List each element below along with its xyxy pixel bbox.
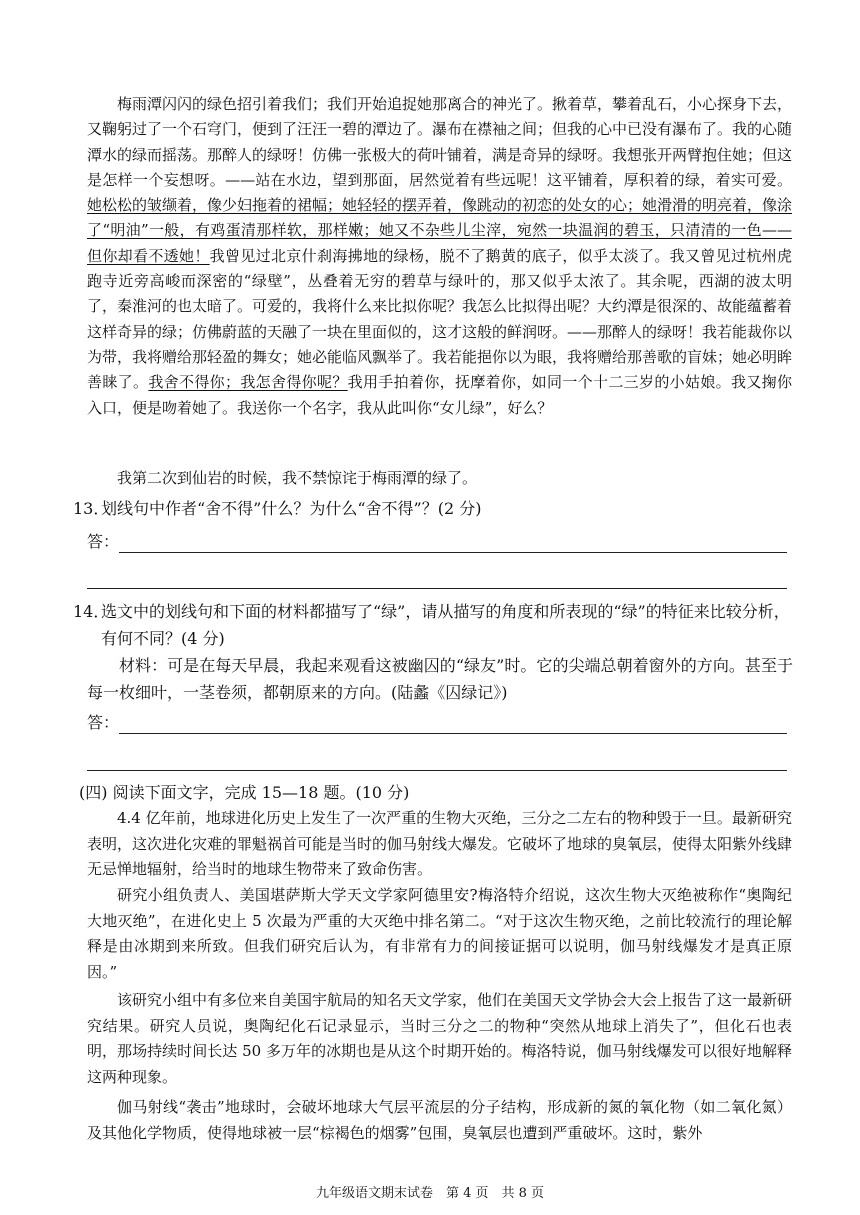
section-4-paragraph-3: 该研究小组中有多位来自美国宇航局的知名天文学家，他们在美国天文学协会大会上报告了这一最新研究结果。研究人员说，奥陶纪化石记录显示，当时三分之二的物种“突然从地球上消失了”，但化石也表明，那场持续时间长达 50 多万年的冰期也是从这个时期开始的。梅洛特说，伽马射线爆发可以很好地解释这两种现象。 [87, 991, 793, 1086]
question-number: 13． [73, 499, 110, 518]
question-14-material: 材料：可是在每天早晨，我起来观看这被幽囚的“绿友”时。它的尖端总朝着窗外的方向。甚至于每一枚细叶，一茎卷须，都朝原来的方向。(陆蠡《囚绿记》) [87, 656, 793, 702]
answer-label: 答： [87, 713, 120, 732]
answer-label: 答： [87, 532, 120, 551]
section-4-paragraph-4: 伽马射线“袭击”地球时，会破坏地球大气层平流层的分子结构，形成新的氮的氧化物（如二氧化氮）及其他化学物质，使得地球被一层“棕褐色的烟雾”包围，臭氧层也遭到严重破坏。这时，紫外 [87, 1098, 792, 1142]
answer-line [119, 552, 787, 553]
section-4-paragraph-1: 4.4 亿年前，地球进化历史上发生了一次严重的生物大灭绝，三分之二左右的物种毁于一旦。最新研究表明，这次进化灾难的罪魁祸首可能是当时的伽马射线大爆发。它破坏了地球的臭氧层，使得太阳紫外线肆无忌惮地辐射，给当时的地球生物带来了致命伤害。 [87, 809, 793, 879]
answer-field-13[interactable] [87, 530, 787, 554]
question-13 [73, 495, 793, 522]
answer-line-14b[interactable] [87, 770, 787, 771]
underlined-sentence-1: 她松松的皱缬着，像少妇拖着的裙幅；她轻轻的摆弄着，像跳动的初恋的处女的心；她滑滑的明亮着，像涂了“明油”一般，有鸡蛋清那样软，那样嫩；她又不杂些儿尘滓，宛然一块温润的碧玉，只清清的一色——但你却看不透她！ [87, 196, 793, 265]
question-text: 选文中的划线句和下面的材料都描写了“绿”，请从描写的角度和所表现的“绿”的特征来比较分析，有何不同？(4 分) [101, 602, 790, 648]
question-text: 划线句中作者“舍不得”什么？为什么“舍不得”？(2 分) [101, 499, 482, 518]
passage-text: 我用手拍着你，抚摩着你，如同一个十二三岁的小姑娘。我又掬你入口，便是吻着她了。我送你一个名字，我从此叫你“女儿绿”，好么？ [87, 373, 792, 417]
answer-line-13b[interactable] [87, 588, 787, 589]
passage-paragraph-2: 我第二次到仙岩的时候，我不禁惊诧于梅雨潭的绿了。 [117, 469, 478, 487]
question-14 [73, 598, 793, 652]
page-footer: 九年级语文期末试卷 第 4 页 共 8 页 [315, 1186, 545, 1201]
underlined-sentence-2: 我舍不得你；我怎舍得你呢？ [148, 373, 348, 392]
section-4-title: (四) 阅读下面文字，完成 15—18 题。(10 分) [79, 783, 410, 802]
passage-paragraph-1 [87, 92, 792, 421]
passage-text: 我曾见过北京什刹海拂地的绿杨，脱不了鹅黄的底子，似乎太淡了。我又曾见过杭州虎跑寺近旁高峻而深密的“绿壁”，丛叠着无穷的碧草与绿叶的，那又似乎太浓了。其余呢，西湖的波太明了，秦淮河的也太暗了。可爱的，我将什么来比拟你呢？我怎么比拟得出呢？大约潭是很深的、故能蕴蓄着这样奇异的绿；仿佛蔚蓝的天融了一块在里面似的，这才这般的鲜润呀。——那醉人的绿呀！我若能裁你以为带，我将赠给那轻盈的舞女；她必能临风飘举了。我若能挹你以为眼，我将赠给那善歌的盲妹；她必明眸善睐了。 [87, 246, 793, 392]
passage-text: 梅雨潭闪闪的绿色招引着我们；我们开始追捉她那离合的神光了。揪着草，攀着乱石，小心探身下去，又鞠躬过了一个石穹门，便到了汪汪一碧的潭边了。瀑布在襟袖之间；但我的心中已没有瀑布了。我的心随潭水的绿而摇荡。那醉人的绿呀！仿佛一张极大的荷叶铺着，满是奇异的绿呀。我想张开两臂抱住她；但这是怎样一个妄想呀。——站在水边，望到那面，居然觉着有些远呢！这平铺着，厚积着的绿，着实可爱。 [87, 95, 793, 189]
answer-field-14[interactable] [87, 711, 787, 735]
answer-line [119, 733, 787, 734]
section-4-paragraph-2: 研究小组负责人、美国堪萨斯大学天文学家阿德里安?梅洛特介绍说，这次生物大灭绝被称作“奥陶纪大地灭绝”，在进化史上 5 次最为严重的大灭绝中排名第二。“对于这次生物灭绝，之前比较流行的理论解释是由冰期到来所致。但我们研究后认为，有非常有力的间接证据可以说明，伽马射线爆发才是真正原因。” [87, 886, 792, 981]
question-number: 14． [73, 602, 110, 621]
